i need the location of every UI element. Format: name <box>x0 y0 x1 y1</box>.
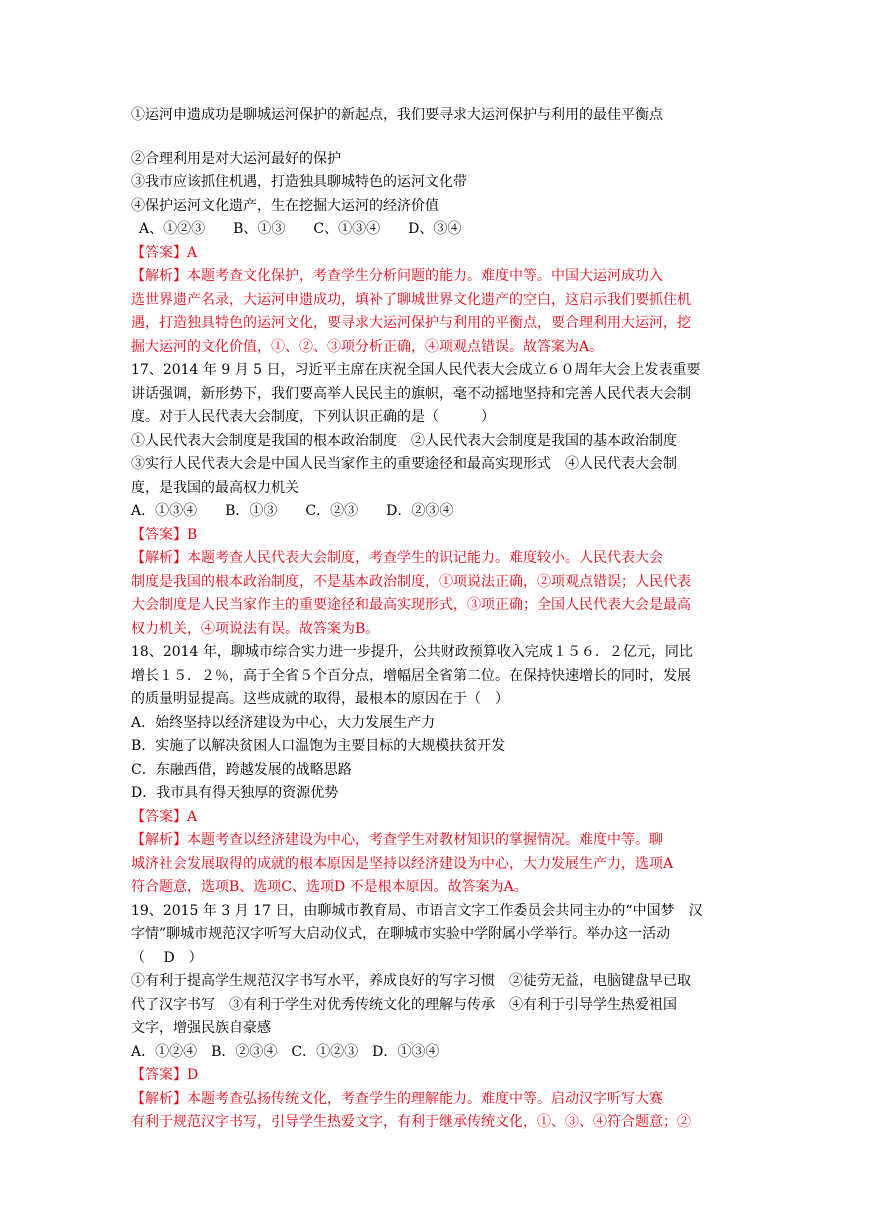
q19-analysis-line: 有利于规范汉字书写，引导学生热爱文字，有利于继承传统文化，①、③、④符合题意；② <box>131 1114 691 1130</box>
q17-stem-line: 讲话强调，新形势下，我们要高举人民民主的旗帜，毫不动摇地坚持和完善人民代表大会制 <box>131 385 691 402</box>
q19-stem-line: 代了汉字书写 ③有利于学生对优秀传统文化的理解与传承 ④有利于引导学生热爱祖国 <box>131 996 677 1013</box>
q18-stem-line: 的质量明显提高。这些成就的取得，最根本的原因在于（ ） <box>131 691 509 707</box>
q17-stem-line: 度，是我国的最高权力机关 <box>131 479 299 496</box>
q18-option-c: C．东融西借，跨越发展的战略思路 <box>131 761 352 778</box>
q19-analysis-line: 【解析】本题考查弘扬传统文化，考查学生的理解能力。难度中等。启动汉字听写大赛 <box>131 1090 663 1107</box>
q16-analysis-line: 遇，打造独具特色的运河文化，要寻求大运河保护与利用的平衡点，要合理利用大运河，挖 <box>131 315 691 331</box>
q16-option-3: ③我市应该抓住机遇，打造独具聊城特色的运河文化带 <box>131 174 467 190</box>
q18-analysis-line: 【解析】本题考查以经济建设为中心，考查学生对教材知识的掌握情况。难度中等。聊 <box>131 832 663 848</box>
q17-stem-line: 度。对于人民代表大会制度，下列认识正确的是（ ） <box>131 409 495 425</box>
q17-analysis-line: 大会制度是人民当家作主的重要途径和最高实现形式，③项正确；全国人民代表大会是最高 <box>131 597 691 613</box>
q17-analysis-line: 【解析】本题考查人民代表大会制度，考查学生的识记能力。难度较小。人民代表大会 <box>131 550 663 566</box>
q18-option-d: D．我市具有得天独厚的资源优势 <box>131 785 339 801</box>
q18-option-b: B．实施了以解决贫困人口温饱为主要目标的大规模扶贫开发 <box>131 738 506 754</box>
q17-analysis-line: 权力机关，④项说法有误。故答案为B。 <box>131 620 380 637</box>
q19-stem-line: 文字，增强民族自豪感 <box>131 1020 271 1036</box>
q19-choices: A．①②④ B．②③④ C．①②③ D．①③④ <box>131 1043 440 1060</box>
q16-analysis-line: 【解析】本题考查文化保护，考查学生分析问题的能力。难度中等。中国大运河成功入 <box>131 268 663 284</box>
q18-answer: 【答案】A <box>131 808 198 825</box>
q18-stem-line: 18、2014 年，聊城市综合实力进一步提升，公共财政预算收入完成１５６．２亿元，同比 <box>131 644 693 660</box>
document-page <box>131 104 741 1135</box>
q17-answer: 【答案】B <box>131 526 198 543</box>
q16-option-1: ①运河申遗成功是聊城运河保护的新起点，我们要寻求大运河保护与利用的最佳平衡点 <box>131 107 663 123</box>
q18-option-a: A．始终坚持以经济建设为中心，大力发展生产力 <box>131 714 436 731</box>
q17-stem-line: 17、2014 年 9 月 5 日，习近平主席在庆祝全国人民代表大会成立６０周年大会上发表重要 <box>131 362 701 378</box>
q17-stem-line: ③实行人民代表大会是中国人民当家作主的重要途径和最高实现形式 ④人民代表大会制 <box>131 456 677 472</box>
q18-analysis-line: 符合题意，选项B、选项C、选项D 不是根本原因。故答案为A。 <box>131 879 528 895</box>
q16-analysis-line: 掘大运河的文化价值，①、②、③项分析正确，④项观点错误。故答案为A。 <box>131 338 604 355</box>
q19-answer: 【答案】D <box>131 1067 199 1083</box>
q16-choices: A、①②③ B、①③ C、①③④ D、③④ <box>139 221 462 237</box>
q17-stem-line: ①人民代表大会制度是我国的根本政治制度 ②人民代表大会制度是我国的基本政治制度 <box>131 432 677 449</box>
q18-stem-line: 增长１５．２％，高于全省５个百分点，增幅居全省第二位。在保持快速增长的同时，发展 <box>131 667 691 684</box>
q16-answer: 【答案】A <box>131 244 198 261</box>
q16-analysis-line: 选世界遗产名录，大运河申遗成功，填补了聊城世界文化遗产的空白，这启示我们要抓住机 <box>131 291 691 308</box>
q18-analysis-line: 城济社会发展取得的成就的根本原因是坚持以经济建设为中心，大力发展生产力，选项A <box>131 855 674 872</box>
q19-stem-line: 字情”聊城市规范汉字听写大启动仪式，在聊城市实验中学附属小学举行。举办这一活动 <box>131 926 671 942</box>
q17-choices: A．①③④ B．①③ C．②③ D．②③④ <box>131 503 454 519</box>
q19-stem-line: （ D ） <box>131 949 203 966</box>
q17-analysis-line: 制度是我国的根本政治制度，不是基本政治制度，①项说法正确，②项观点错误；人民代表 <box>131 573 691 590</box>
q19-stem-line: 19、2015 年 3 月 17 日，由聊城市教育局、市语言文字工作委员会共同主办的“中国梦 汉 <box>131 902 703 919</box>
q19-stem-line: ①有利于提高学生规范汉字书写水平，养成良好的写字习惯 ②徒劳无益，电脑键盘早已取 <box>131 973 691 989</box>
q16-option-2: ②合理利用是对大运河最好的保护 <box>131 150 341 167</box>
q16-option-4: ④保护运河文化遗产，生在挖掘大运河的经济价值 <box>131 197 439 214</box>
